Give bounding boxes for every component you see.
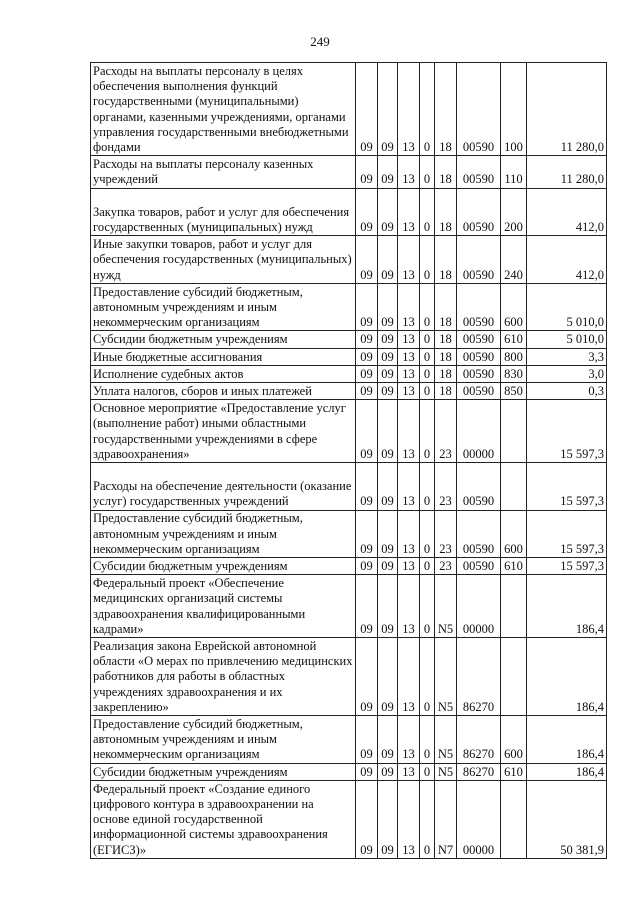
expense-name: Предоставление субсидий бюджетным, автономным учреждениям и иным некоммерческим организациям: [93, 511, 303, 556]
amount-cell: 3,3: [527, 348, 607, 365]
table-row: [91, 331, 607, 348]
program-code: 13: [398, 348, 420, 365]
expense-name: Расходы на обеспечение деятельности (оказание услуг) государственных учреждений: [93, 479, 352, 509]
program-code: 13: [398, 63, 420, 156]
expense-name: Предоставление субсидий бюджетным, автономным учреждениям и иным некоммерческим организациям: [93, 717, 303, 762]
direction-code: 00590: [457, 365, 501, 382]
amount-cell: 11 280,0: [527, 156, 607, 188]
expense-name-cell: [91, 63, 356, 156]
subsection-code: 09: [378, 331, 398, 348]
program-code: 13: [398, 638, 420, 716]
direction-code: 00590: [457, 188, 501, 236]
subprogram-code: 0: [420, 558, 435, 575]
table-row: [91, 236, 607, 284]
expense-name-cell: [91, 400, 356, 463]
subprogram-code: 0: [420, 382, 435, 399]
expense-name: Исполнение судебных актов: [93, 366, 244, 381]
amount-cell: 15 597,3: [527, 510, 607, 558]
table-row: [91, 382, 607, 399]
subsection-code: 09: [378, 156, 398, 188]
amount-cell: 15 597,3: [527, 462, 607, 510]
expense-name: Иные бюджетные ассигнования: [93, 349, 263, 364]
section-code: 09: [356, 382, 378, 399]
expense-name-cell: [91, 348, 356, 365]
direction-code: 00590: [457, 156, 501, 188]
amount-cell: 412,0: [527, 188, 607, 236]
subprogram-code: 0: [420, 462, 435, 510]
section-code: 09: [356, 400, 378, 463]
expense-type-code: [501, 462, 527, 510]
subprogram-code: 0: [420, 156, 435, 188]
direction-code: 00590: [457, 462, 501, 510]
subsection-code: 09: [378, 780, 398, 858]
event-code: N7: [435, 780, 457, 858]
expense-type-code: [501, 575, 527, 638]
amount-cell: 5 010,0: [527, 283, 607, 331]
amount-cell: 15 597,3: [527, 558, 607, 575]
expense-name: Расходы на выплаты персоналу в целях обеспечения выполнения функций государственными (муниципальными) органами, казенными учреждениями, органами управления государственными внебюджетными фондами: [93, 63, 349, 154]
section-code: 09: [356, 638, 378, 716]
expense-name-cell: [91, 780, 356, 858]
amount-cell: 186,4: [527, 638, 607, 716]
budget-table: [90, 62, 607, 859]
direction-code: 00590: [457, 283, 501, 331]
program-code: 13: [398, 510, 420, 558]
direction-code: 86270: [457, 716, 501, 764]
expense-type-code: 610: [501, 763, 527, 780]
table-row: [91, 638, 607, 716]
budget-table-body: [91, 63, 607, 859]
subprogram-code: 0: [420, 716, 435, 764]
expense-name: Реализация закона Еврейской автономной области «О мерах по привлечению медицинских работников для работы в областных учреждениях здравоохранения и их закреплению»: [93, 639, 353, 714]
subsection-code: 09: [378, 188, 398, 236]
program-code: 13: [398, 780, 420, 858]
expense-type-code: 610: [501, 558, 527, 575]
section-code: 09: [356, 716, 378, 764]
event-code: 18: [435, 236, 457, 284]
program-code: 13: [398, 382, 420, 399]
table-row: [91, 575, 607, 638]
section-code: 09: [356, 575, 378, 638]
expense-name-cell: [91, 365, 356, 382]
section-code: 09: [356, 156, 378, 188]
expense-name-cell: [91, 510, 356, 558]
expense-name: Субсидии бюджетным учреждениям: [93, 332, 288, 347]
table-row: [91, 558, 607, 575]
expense-type-code: 800: [501, 348, 527, 365]
section-code: 09: [356, 236, 378, 284]
table-row: [91, 63, 607, 156]
expense-type-code: 240: [501, 236, 527, 284]
subprogram-code: 0: [420, 510, 435, 558]
event-code: 18: [435, 156, 457, 188]
program-code: 13: [398, 400, 420, 463]
amount-cell: 11 280,0: [527, 63, 607, 156]
program-code: 13: [398, 236, 420, 284]
subsection-code: 09: [378, 283, 398, 331]
subsection-code: 09: [378, 510, 398, 558]
expense-type-code: 200: [501, 188, 527, 236]
event-code: 18: [435, 348, 457, 365]
expense-type-code: 600: [501, 716, 527, 764]
subprogram-code: 0: [420, 283, 435, 331]
section-code: 09: [356, 558, 378, 575]
event-code: 23: [435, 462, 457, 510]
subprogram-code: 0: [420, 331, 435, 348]
event-code: N5: [435, 716, 457, 764]
expense-type-code: 600: [501, 510, 527, 558]
subprogram-code: 0: [420, 348, 435, 365]
direction-code: 00590: [457, 331, 501, 348]
program-code: 13: [398, 188, 420, 236]
direction-code: 00000: [457, 400, 501, 463]
amount-cell: 186,4: [527, 763, 607, 780]
amount-cell: 15 597,3: [527, 400, 607, 463]
section-code: 09: [356, 63, 378, 156]
expense-name-cell: [91, 236, 356, 284]
subsection-code: 09: [378, 382, 398, 399]
event-code: 18: [435, 331, 457, 348]
expense-type-code: 850: [501, 382, 527, 399]
subsection-code: 09: [378, 236, 398, 284]
section-code: 09: [356, 780, 378, 858]
direction-code: 00590: [457, 510, 501, 558]
program-code: 13: [398, 716, 420, 764]
direction-code: 00590: [457, 558, 501, 575]
event-code: N5: [435, 763, 457, 780]
section-code: 09: [356, 510, 378, 558]
amount-cell: 0,3: [527, 382, 607, 399]
expense-type-code: 830: [501, 365, 527, 382]
subsection-code: 09: [378, 348, 398, 365]
subprogram-code: 0: [420, 63, 435, 156]
expense-name-cell: [91, 575, 356, 638]
event-code: 18: [435, 63, 457, 156]
expense-name: Федеральный проект «Обеспечение медицинских организаций системы здравоохранения квалифицированными кадрами»: [93, 576, 306, 636]
section-code: 09: [356, 462, 378, 510]
subsection-code: 09: [378, 63, 398, 156]
event-code: 23: [435, 558, 457, 575]
direction-code: 00590: [457, 63, 501, 156]
table-row: [91, 156, 607, 188]
event-code: N5: [435, 575, 457, 638]
direction-code: 00590: [457, 382, 501, 399]
expense-name-cell: [91, 156, 356, 188]
subsection-code: 09: [378, 716, 398, 764]
amount-cell: 50 381,9: [527, 780, 607, 858]
section-code: 09: [356, 763, 378, 780]
direction-code: 00000: [457, 780, 501, 858]
expense-name-cell: [91, 188, 356, 236]
expense-name-cell: [91, 558, 356, 575]
section-code: 09: [356, 365, 378, 382]
table-row: [91, 188, 607, 236]
expense-type-code: 100: [501, 63, 527, 156]
program-code: 13: [398, 763, 420, 780]
subprogram-code: 0: [420, 763, 435, 780]
table-row: [91, 763, 607, 780]
amount-cell: 186,4: [527, 716, 607, 764]
expense-name-cell: [91, 716, 356, 764]
subsection-code: 09: [378, 763, 398, 780]
amount-cell: 186,4: [527, 575, 607, 638]
expense-name: Уплата налогов, сборов и иных платежей: [93, 383, 312, 398]
table-row: [91, 283, 607, 331]
subsection-code: 09: [378, 575, 398, 638]
event-code: 18: [435, 365, 457, 382]
expense-type-code: [501, 780, 527, 858]
expense-name-cell: [91, 283, 356, 331]
direction-code: 86270: [457, 638, 501, 716]
subprogram-code: 0: [420, 638, 435, 716]
event-code: 18: [435, 283, 457, 331]
table-row: [91, 716, 607, 764]
expense-name: Субсидии бюджетным учреждениям: [93, 764, 288, 779]
event-code: N5: [435, 638, 457, 716]
table-row: [91, 400, 607, 463]
subprogram-code: 0: [420, 780, 435, 858]
direction-code: 00000: [457, 575, 501, 638]
amount-cell: 412,0: [527, 236, 607, 284]
program-code: 13: [398, 558, 420, 575]
expense-name-cell: [91, 638, 356, 716]
subsection-code: 09: [378, 400, 398, 463]
expense-type-code: 600: [501, 283, 527, 331]
section-code: 09: [356, 283, 378, 331]
subsection-code: 09: [378, 462, 398, 510]
table-row: [91, 510, 607, 558]
subprogram-code: 0: [420, 365, 435, 382]
expense-type-code: 610: [501, 331, 527, 348]
expense-name-cell: [91, 763, 356, 780]
table-row: [91, 365, 607, 382]
expense-name: Расходы на выплаты персоналу казенных учреждений: [93, 157, 314, 187]
expense-name: Предоставление субсидий бюджетным, автономным учреждениям и иным некоммерческим организациям: [93, 284, 303, 330]
program-code: 13: [398, 283, 420, 331]
expense-name: Закупка товаров, работ и услуг для обеспечения государственных (муниципальных) нужд: [93, 204, 350, 234]
table-row: [91, 348, 607, 365]
table-row: [91, 780, 607, 858]
section-code: 09: [356, 348, 378, 365]
page-number: 249: [310, 34, 330, 49]
event-code: 18: [435, 382, 457, 399]
program-code: 13: [398, 575, 420, 638]
section-code: 09: [356, 331, 378, 348]
expense-type-code: [501, 400, 527, 463]
program-code: 13: [398, 365, 420, 382]
subprogram-code: 0: [420, 575, 435, 638]
expense-type-code: [501, 638, 527, 716]
subprogram-code: 0: [420, 236, 435, 284]
program-code: 13: [398, 462, 420, 510]
subprogram-code: 0: [420, 400, 435, 463]
expense-type-code: 110: [501, 156, 527, 188]
expense-name: Субсидии бюджетным учреждениям: [93, 559, 288, 574]
expense-name-cell: [91, 382, 356, 399]
expense-name-cell: [91, 462, 356, 510]
expense-name: Иные закупки товаров, работ и услуг для обеспечения государственных (муниципальных) нужд: [93, 237, 352, 282]
amount-cell: 3,0: [527, 365, 607, 382]
event-code: 18: [435, 188, 457, 236]
program-code: 13: [398, 156, 420, 188]
amount-cell: 5 010,0: [527, 331, 607, 348]
event-code: 23: [435, 400, 457, 463]
direction-code: 00590: [457, 236, 501, 284]
subsection-code: 09: [378, 365, 398, 382]
subsection-code: 09: [378, 558, 398, 575]
expense-name: Основное мероприятие «Предоставление услуг (выполнение работ) иными областными государственными учреждениями в сфере здравоохранения»: [93, 401, 346, 461]
subsection-code: 09: [378, 638, 398, 716]
direction-code: 00590: [457, 348, 501, 365]
program-code: 13: [398, 331, 420, 348]
section-code: 09: [356, 188, 378, 236]
expense-name: Федеральный проект «Создание единого цифрового контура в здравоохранении на основе единой государственной информационной системы здравоохранения (ЕГИСЗ)»: [93, 781, 328, 857]
subprogram-code: 0: [420, 188, 435, 236]
table-row: [91, 462, 607, 510]
event-code: 23: [435, 510, 457, 558]
direction-code: 86270: [457, 763, 501, 780]
expense-name-cell: [91, 331, 356, 348]
